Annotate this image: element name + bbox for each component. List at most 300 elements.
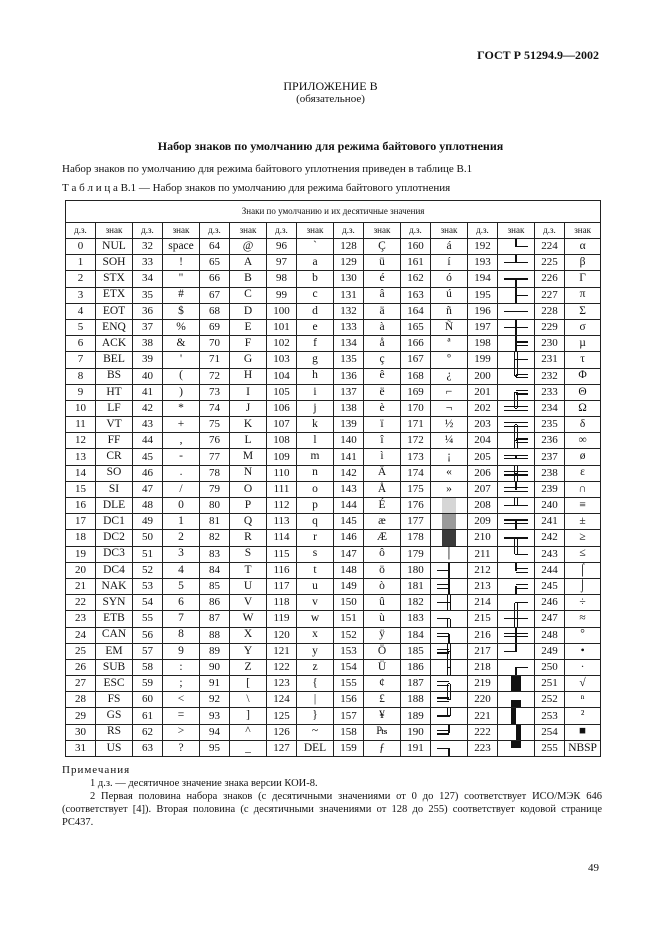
char-cell: ² [565, 708, 601, 724]
code-cell: 251 [535, 676, 565, 692]
glyph-stroke [515, 537, 516, 538]
code-cell: 119 [267, 611, 297, 627]
char-cell: < [163, 692, 200, 708]
glyph-stroke [437, 701, 449, 702]
table-row [66, 595, 601, 611]
glyph-stroke [511, 708, 516, 723]
char-cell: ESC [96, 676, 133, 692]
glyph-stroke [517, 538, 518, 546]
char-cell: CR [96, 449, 133, 465]
char-cell: J [230, 400, 267, 416]
code-cell: 190 [401, 724, 431, 740]
glyph-stroke [504, 487, 516, 488]
column-header-char: знак [96, 223, 133, 239]
code-cell: 84 [200, 562, 230, 578]
code-cell: 111 [267, 481, 297, 497]
code-cell: 214 [468, 595, 498, 611]
char-cell: I [230, 384, 267, 400]
code-cell: 205 [468, 449, 498, 465]
code-cell: 106 [267, 400, 297, 416]
char-cell: β [565, 255, 601, 271]
char-cell [498, 659, 535, 675]
char-cell: ~ [297, 724, 334, 740]
glyph-stroke [516, 618, 528, 619]
code-cell: 138 [334, 400, 364, 416]
char-cell: Γ [565, 271, 601, 287]
code-cell: 125 [267, 708, 297, 724]
char-cell: ACK [96, 336, 133, 352]
code-cell: 40 [133, 368, 163, 384]
char-cell [498, 578, 535, 594]
code-cell: 215 [468, 611, 498, 627]
code-cell: 74 [200, 400, 230, 416]
glyph-stroke [437, 715, 449, 716]
table-row [66, 481, 601, 497]
glyph-stroke [450, 651, 451, 659]
document-id: ГОСТ Р 51294.9—2002 [477, 48, 599, 62]
glyph-mark [442, 498, 456, 513]
char-cell: { [297, 676, 334, 692]
code-cell: 226 [535, 271, 565, 287]
glyph-stroke [514, 441, 515, 449]
code-cell: 237 [535, 449, 565, 465]
char-cell: a [297, 255, 334, 271]
glyph-stroke [517, 401, 518, 409]
glyph-stroke [516, 725, 521, 740]
char-cell: w [297, 611, 334, 627]
char-cell: NAK [96, 578, 133, 594]
glyph-stroke [516, 568, 528, 569]
glyph-mark [504, 676, 528, 691]
char-cell: ∩ [565, 481, 601, 497]
char-cell [498, 514, 535, 530]
char-cell: , [163, 433, 200, 449]
char-cell: 7 [163, 611, 200, 627]
char-cell: X [230, 627, 267, 643]
char-cell: 4 [163, 562, 200, 578]
glyph-stroke [504, 426, 516, 427]
char-cell: √ [565, 676, 601, 692]
code-cell: 171 [401, 417, 431, 433]
table-row [66, 368, 601, 384]
code-cell: 109 [267, 449, 297, 465]
char-cell: ) [163, 384, 200, 400]
glyph-stroke [448, 748, 449, 756]
table-row [66, 384, 601, 400]
glyph-stroke [450, 644, 451, 652]
char-cell: > [163, 724, 200, 740]
column-header-char: знак [364, 223, 401, 239]
char-cell: ∞ [565, 433, 601, 449]
code-cell: 177 [401, 514, 431, 530]
code-cell: 247 [535, 611, 565, 627]
code-cell: 52 [133, 562, 163, 578]
code-cell: 197 [468, 319, 498, 335]
char-cell [498, 319, 535, 335]
glyph-stroke [504, 618, 516, 619]
glyph-stroke [514, 360, 515, 368]
char-cell: LF [96, 400, 133, 416]
char-cell: ⌠ [565, 562, 601, 578]
char-cell: US [96, 740, 133, 756]
char-cell: G [230, 352, 267, 368]
code-cell: 77 [200, 449, 230, 465]
char-cell: P [230, 498, 267, 514]
char-cell [498, 692, 535, 708]
glyph-mark [504, 595, 528, 610]
glyph-stroke [516, 311, 528, 312]
code-cell: 97 [267, 255, 297, 271]
column-header-code: д.з. [267, 223, 297, 239]
code-cell: 193 [468, 255, 498, 271]
code-cell: 67 [200, 287, 230, 303]
glyph-stroke [511, 700, 521, 708]
char-cell: ! [163, 255, 200, 271]
code-cell: 145 [334, 514, 364, 530]
glyph-mark [504, 692, 528, 707]
glyph-stroke [515, 489, 516, 490]
glyph-stroke [504, 311, 516, 312]
code-cell: 235 [535, 417, 565, 433]
char-cell: ^ [230, 724, 267, 740]
glyph-mark [504, 336, 528, 351]
char-cell: $ [163, 303, 200, 319]
glyph-stroke [437, 570, 449, 571]
code-cell: 112 [267, 498, 297, 514]
code-cell: 169 [401, 384, 431, 400]
code-cell: 131 [334, 287, 364, 303]
glyph-stroke [504, 505, 516, 506]
char-cell: ] [230, 708, 267, 724]
char-cell: x [297, 627, 334, 643]
code-cell: 65 [200, 255, 230, 271]
glyph-stroke [437, 730, 449, 731]
glyph-mark [504, 449, 528, 464]
code-cell: 91 [200, 676, 230, 692]
glyph-stroke [516, 345, 528, 346]
char-cell: α [565, 239, 601, 255]
char-cell: ± [565, 514, 601, 530]
glyph-mark [504, 288, 528, 303]
code-cell: 234 [535, 400, 565, 416]
char-cell: M [230, 449, 267, 465]
code-cell: 117 [267, 578, 297, 594]
char-cell: 3 [163, 546, 200, 562]
char-cell: t [297, 562, 334, 578]
char-cell: î [364, 433, 401, 449]
code-cell: 31 [66, 740, 96, 756]
code-cell: 248 [535, 627, 565, 643]
code-cell: 49 [133, 514, 163, 530]
code-cell: 75 [200, 417, 230, 433]
char-cell: u [297, 578, 334, 594]
char-cell: · [565, 659, 601, 675]
char-cell [431, 611, 468, 627]
glyph-stroke [516, 438, 528, 439]
glyph-stroke [448, 699, 449, 700]
table-row [66, 546, 601, 562]
char-cell: & [163, 336, 200, 352]
glyph-mark [504, 369, 528, 384]
code-cell: 142 [334, 465, 364, 481]
char-cell: ç [364, 352, 401, 368]
note-1: 1 д.з. — десятичное значение знака версии КОИ-8. [90, 778, 318, 789]
char-cell: D [230, 303, 267, 319]
glyph-stroke [516, 523, 528, 524]
code-cell: 188 [401, 692, 431, 708]
code-cell: 204 [468, 433, 498, 449]
glyph-stroke [516, 262, 528, 263]
char-cell: É [364, 498, 401, 514]
code-cell: 79 [200, 481, 230, 497]
char-cell: Ç [364, 239, 401, 255]
glyph-stroke [450, 692, 451, 700]
char-cell: è [364, 400, 401, 416]
char-cell: º [431, 352, 468, 368]
char-cell [431, 595, 468, 611]
char-cell: NBSP [565, 740, 601, 756]
glyph-stroke [516, 519, 528, 520]
code-cell: 182 [401, 595, 431, 611]
char-cell: ₧ [364, 724, 401, 740]
code-cell: 165 [401, 319, 431, 335]
char-cell [498, 530, 535, 546]
glyph-stroke [515, 440, 516, 441]
glyph-stroke [515, 408, 516, 409]
glyph-stroke [515, 473, 516, 474]
table-row [66, 255, 601, 271]
glyph-mark [437, 644, 461, 659]
code-cell: 203 [468, 417, 498, 433]
code-cell: 17 [66, 514, 96, 530]
char-cell: ¢ [364, 676, 401, 692]
char-cell: d [297, 303, 334, 319]
glyph-mark [504, 239, 528, 254]
glyph-mark [504, 644, 528, 659]
char-cell: ⌡ [565, 578, 601, 594]
code-cell: 189 [401, 708, 431, 724]
glyph-stroke [515, 262, 516, 263]
glyph-stroke [516, 505, 528, 506]
char-cell: i [297, 384, 334, 400]
glyph-stroke [447, 619, 448, 627]
code-cell: 170 [401, 400, 431, 416]
glyph-stroke [515, 246, 516, 247]
glyph-mark [504, 660, 528, 675]
glyph-stroke [504, 633, 516, 634]
code-cell: 16 [66, 498, 96, 514]
glyph-stroke [437, 588, 449, 589]
code-cell: 246 [535, 595, 565, 611]
page-number: 49 [588, 862, 599, 874]
table-row [66, 692, 601, 708]
table-row [66, 303, 601, 319]
code-cell: 126 [267, 724, 297, 740]
char-cell: r [297, 530, 334, 546]
char-cell: Z [230, 659, 267, 675]
code-cell: 136 [334, 368, 364, 384]
notes [62, 764, 602, 829]
glyph-mark [504, 563, 528, 578]
glyph-stroke [515, 311, 516, 312]
glyph-mark [437, 725, 461, 740]
char-cell: π [565, 287, 601, 303]
glyph-stroke [515, 279, 516, 287]
code-cell: 3 [66, 287, 96, 303]
column-header-code: д.з. [468, 223, 498, 239]
glyph-stroke [514, 392, 515, 400]
glyph-stroke [450, 595, 451, 603]
char-cell: 5 [163, 578, 200, 594]
glyph-stroke [450, 603, 451, 611]
code-cell: 218 [468, 659, 498, 675]
table-row [66, 417, 601, 433]
code-cell: 137 [334, 384, 364, 400]
code-cell: 2 [66, 271, 96, 287]
code-cell: 9 [66, 384, 96, 400]
char-cell: DEL [297, 740, 334, 756]
code-cell: 27 [66, 676, 96, 692]
glyph-stroke [515, 586, 516, 587]
code-cell: 4 [66, 303, 96, 319]
glyph-stroke [437, 652, 449, 653]
char-cell: ä [364, 303, 401, 319]
glyph-stroke [517, 603, 518, 611]
table-row [66, 319, 601, 335]
char-cell [498, 303, 535, 319]
char-cell: £ [364, 692, 401, 708]
glyph-stroke [447, 667, 448, 675]
table-row [66, 465, 601, 481]
char-cell: ° [565, 627, 601, 643]
char-cell: H [230, 368, 267, 384]
char-cell: V [230, 595, 267, 611]
glyph-stroke [516, 393, 528, 394]
code-cell: 178 [401, 530, 431, 546]
char-cell: [ [230, 676, 267, 692]
code-cell: 217 [468, 643, 498, 659]
code-cell: 41 [133, 384, 163, 400]
code-cell: 140 [334, 433, 364, 449]
char-cell [498, 384, 535, 400]
glyph-stroke [448, 634, 449, 635]
code-cell: 179 [401, 546, 431, 562]
table-row [66, 239, 601, 255]
code-cell: 199 [468, 352, 498, 368]
code-cell: 76 [200, 433, 230, 449]
code-cell: 206 [468, 465, 498, 481]
glyph-mark [504, 725, 528, 740]
code-cell: 252 [535, 692, 565, 708]
code-cell: 0 [66, 239, 96, 255]
code-cell: 116 [267, 562, 297, 578]
glyph-stroke [515, 295, 516, 303]
char-cell: Φ [565, 368, 601, 384]
code-cell: 236 [535, 433, 565, 449]
glyph-stroke [516, 410, 528, 411]
code-cell: 241 [535, 514, 565, 530]
code-cell: 60 [133, 692, 163, 708]
code-cell: 33 [133, 255, 163, 271]
code-cell: 249 [535, 643, 565, 659]
char-cell [498, 400, 535, 416]
code-cell: 202 [468, 400, 498, 416]
char-cell [498, 255, 535, 271]
char-cell: GS [96, 708, 133, 724]
table-row [66, 352, 601, 368]
char-cell: o [297, 481, 334, 497]
code-cell: 7 [66, 352, 96, 368]
code-cell: 21 [66, 578, 96, 594]
intro-text: Набор знаков по умолчанию для режима байтового уплотнения приведен в таблице В.1 [62, 163, 473, 175]
char-cell [498, 498, 535, 514]
char-cell: STX [96, 271, 133, 287]
code-cell: 173 [401, 449, 431, 465]
table-row [66, 530, 601, 546]
glyph-stroke [437, 685, 449, 686]
code-cell: 30 [66, 724, 96, 740]
code-cell: 93 [200, 708, 230, 724]
glyph-stroke [516, 491, 528, 492]
code-cell: 24 [66, 627, 96, 643]
code-cell: 10 [66, 400, 96, 416]
glyph-stroke [515, 521, 516, 522]
char-cell [498, 724, 535, 740]
char-cell: ù [364, 611, 401, 627]
glyph-stroke [450, 667, 451, 675]
glyph-mark [504, 417, 528, 432]
glyph-stroke [516, 667, 528, 668]
glyph-mark [504, 385, 528, 400]
code-cell: 146 [334, 530, 364, 546]
char-cell: SOH [96, 255, 133, 271]
appendix-title: ПРИЛОЖЕНИЕ В [283, 79, 378, 93]
code-cell: 103 [267, 352, 297, 368]
char-cell: FS [96, 692, 133, 708]
column-header-code: д.з. [66, 223, 96, 239]
char-cell [431, 627, 468, 643]
code-cell: 101 [267, 319, 297, 335]
char-cell: ¡ [431, 449, 468, 465]
char-cell: å [364, 336, 401, 352]
code-cell: 174 [401, 465, 431, 481]
code-cell: 11 [66, 417, 96, 433]
char-cell: L [230, 433, 267, 449]
code-cell: 162 [401, 271, 431, 287]
glyph-stroke [437, 633, 449, 634]
char-cell: g [297, 352, 334, 368]
column-header-code: д.з. [133, 223, 163, 239]
glyph-mark [504, 547, 528, 562]
char-cell: │ [431, 546, 468, 562]
glyph-stroke [516, 458, 528, 459]
char-cell: E [230, 319, 267, 335]
glyph-mark [504, 708, 528, 723]
code-cell: 23 [66, 611, 96, 627]
char-cell: SUB [96, 659, 133, 675]
glyph-stroke [516, 633, 528, 634]
code-cell: 220 [468, 692, 498, 708]
code-cell: 34 [133, 271, 163, 287]
code-cell: 100 [267, 303, 297, 319]
notes-title: Примечания [62, 764, 131, 776]
column-header-row [66, 223, 601, 239]
glyph-mark [504, 628, 528, 643]
char-cell [498, 433, 535, 449]
char-cell: ë [364, 384, 401, 400]
code-cell: 20 [66, 562, 96, 578]
glyph-stroke [515, 359, 516, 360]
